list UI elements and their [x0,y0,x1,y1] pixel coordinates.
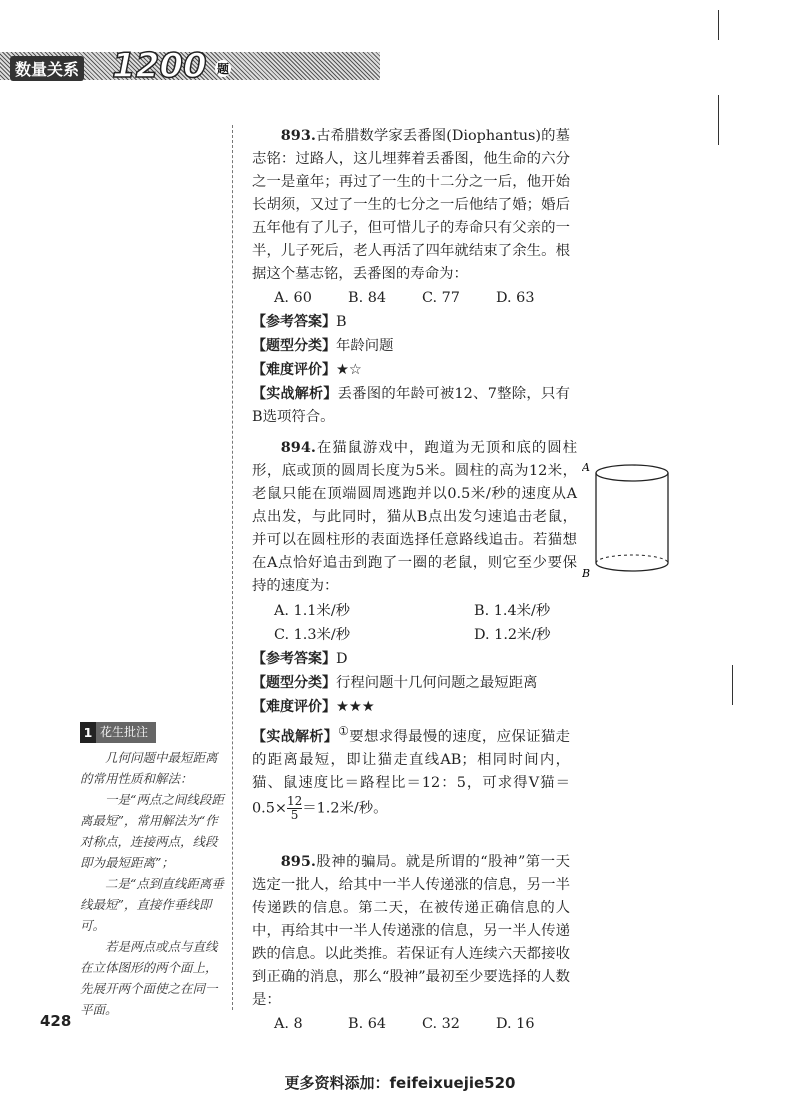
sidebar-header [80,722,225,743]
footnote-mark: ① [338,724,350,738]
question-number: 894. [280,439,316,456]
option-b: B. 64 [348,1016,387,1032]
question-number: 893. [280,127,316,144]
question-text: 古希腊数学家丢番图(Diophantus)的墓志铭：过路人，这儿埋葬着丢番图，他生命的六分之一是童年；再过了一生的十二分之一后，他开始长胡须，又过了一生的七分之一后他结了婚；婚后五年他有了儿子，但可惜儿子的寿命只有父亲的一半，儿子死后，老人再活了四年就结束了余生。根据这个墓志铭，丢番图的寿命为： [252,128,570,282]
answer-value: B [336,314,347,330]
fraction [287,795,302,822]
question-894 [252,436,577,822]
question-895 [252,850,570,1036]
scan-mark [718,95,719,145]
type-value: 年龄问题 [336,338,394,354]
point-b-label: B [582,567,591,580]
option-c: C. 32 [422,1016,460,1032]
difficulty-row: 【难度评价】★★★ [252,699,375,715]
point-a-label: A [582,461,590,474]
difficulty-row: 【难度评价】★☆ [252,362,362,378]
option-d: D. 63 [496,290,535,306]
scan-mark [732,665,733,705]
note-paragraph: 二是“点到直线距离垂线最短”，直接作垂线即可。 [80,876,224,933]
option-d: D. 16 [496,1016,535,1032]
solution-row: 【实战解析】丢番图的年龄可被12、7整除，只有B选项符合。 [252,386,571,425]
series-title: 数量关系 [10,56,84,81]
solution-end: ＝1.2米/秒。 [302,800,388,817]
solution-text: 要想求得最慢的速度，应保证猫走的距离最短，即让猫走直线AB；相同时间内，猫、鼠速度比＝路程比＝12：5，可求得V猫＝0.5× [252,728,570,817]
option-c: C. 77 [422,290,460,306]
note-number: 1 [80,722,96,743]
note-paragraph: 若是两点或点与直线在立体图形的两个面上，先展开两个面使之在同一平面。 [80,939,218,1017]
footer-text: 更多资料添加：feifeixuejie520 [284,1074,516,1092]
column-divider [232,125,233,1010]
series-suffix: 题 [217,62,230,76]
option-d: D. 1.2米/秒 [474,627,551,643]
answer-row: 【参考答案】D [252,651,348,667]
options [274,287,570,310]
series-number: 1200 [112,46,207,86]
fraction-numerator: 12 [286,793,303,808]
options [274,600,577,647]
cylinder-bottom-front [596,563,668,571]
note-title: 花生批注 [96,722,156,743]
option-a: A. 1.1米/秒 [274,603,351,619]
scan-mark [718,10,719,40]
question-text: 在猫鼠游戏中，跑道为无顶和底的圆柱形，底或顶的圆周长度为5米。圆柱的高为12米，老鼠只能在顶端圆周逃跑并以0.5米/秒的速度从A点出发，与此同时，猫从B点出发匀速追击老鼠，并可以在圆柱形的表面选择任意路线追击。若猫想在A点恰好追击到跑了一圈的老鼠，则它至少要保持的速度为： [252,440,577,594]
options [274,1013,570,1036]
note-paragraph: 几何问题中最短距离的常用性质和解法： [80,750,218,786]
fraction-denominator: 5 [290,807,299,822]
question-893 [252,124,570,429]
cylinder-bottom-back [596,555,668,563]
note-paragraph: 一是“两点之间线段距离最短”，常用解法为“作对称点，连接两点，线段即为最短距离”； [80,792,224,870]
type-row: 【题型分类】年龄问题 [252,338,394,354]
difficulty-stars: ★☆ [336,362,362,378]
page-number: 428 [40,1012,72,1030]
type-row: 【题型分类】行程问题十几何问题之最短距离 [252,675,538,691]
sidebar-note [80,722,225,1020]
option-c: C. 1.3米/秒 [274,627,351,643]
solution-text: 丢番图的年龄可被12、7整除，只有B选项符合。 [252,386,571,425]
option-b: B. 1.4米/秒 [474,603,551,619]
answer-value: D [336,651,348,667]
cylinder-diagram [582,455,682,585]
option-a: A. 60 [274,290,312,306]
difficulty-stars: ★★★ [336,699,375,715]
header-banner [0,46,380,86]
solution-row: 【实战解析】①要想求得最慢的速度，应保证猫走的距离最短，即让猫走直线AB；相同时间内，猫、鼠速度比＝路程比＝12：5，可求得V猫＝0.5× $\frac{12}{5}$ ＝1.2米/秒。 [252,724,570,822]
type-value: 行程问题十几何问题之最短距离 [336,675,538,691]
option-b: B. 84 [348,290,387,306]
question-number: 895. [280,853,316,870]
cylinder-top [596,465,668,481]
answer-row: 【参考答案】B [252,314,347,330]
option-a: A. 8 [274,1016,303,1032]
question-text: 股神的骗局。就是所谓的“股神”第一天选定一批人，给其中一半人传递涨的信息，另一半传递跌的信息。第二天，在被传递正确信息的人中，再给其中一半人传递涨的信息，另一半人传递跌的信息。以此类推。若保证有人连续六天都接收到正确的消息，那么“股神”最初至少要选择的人数是： [252,854,570,1008]
